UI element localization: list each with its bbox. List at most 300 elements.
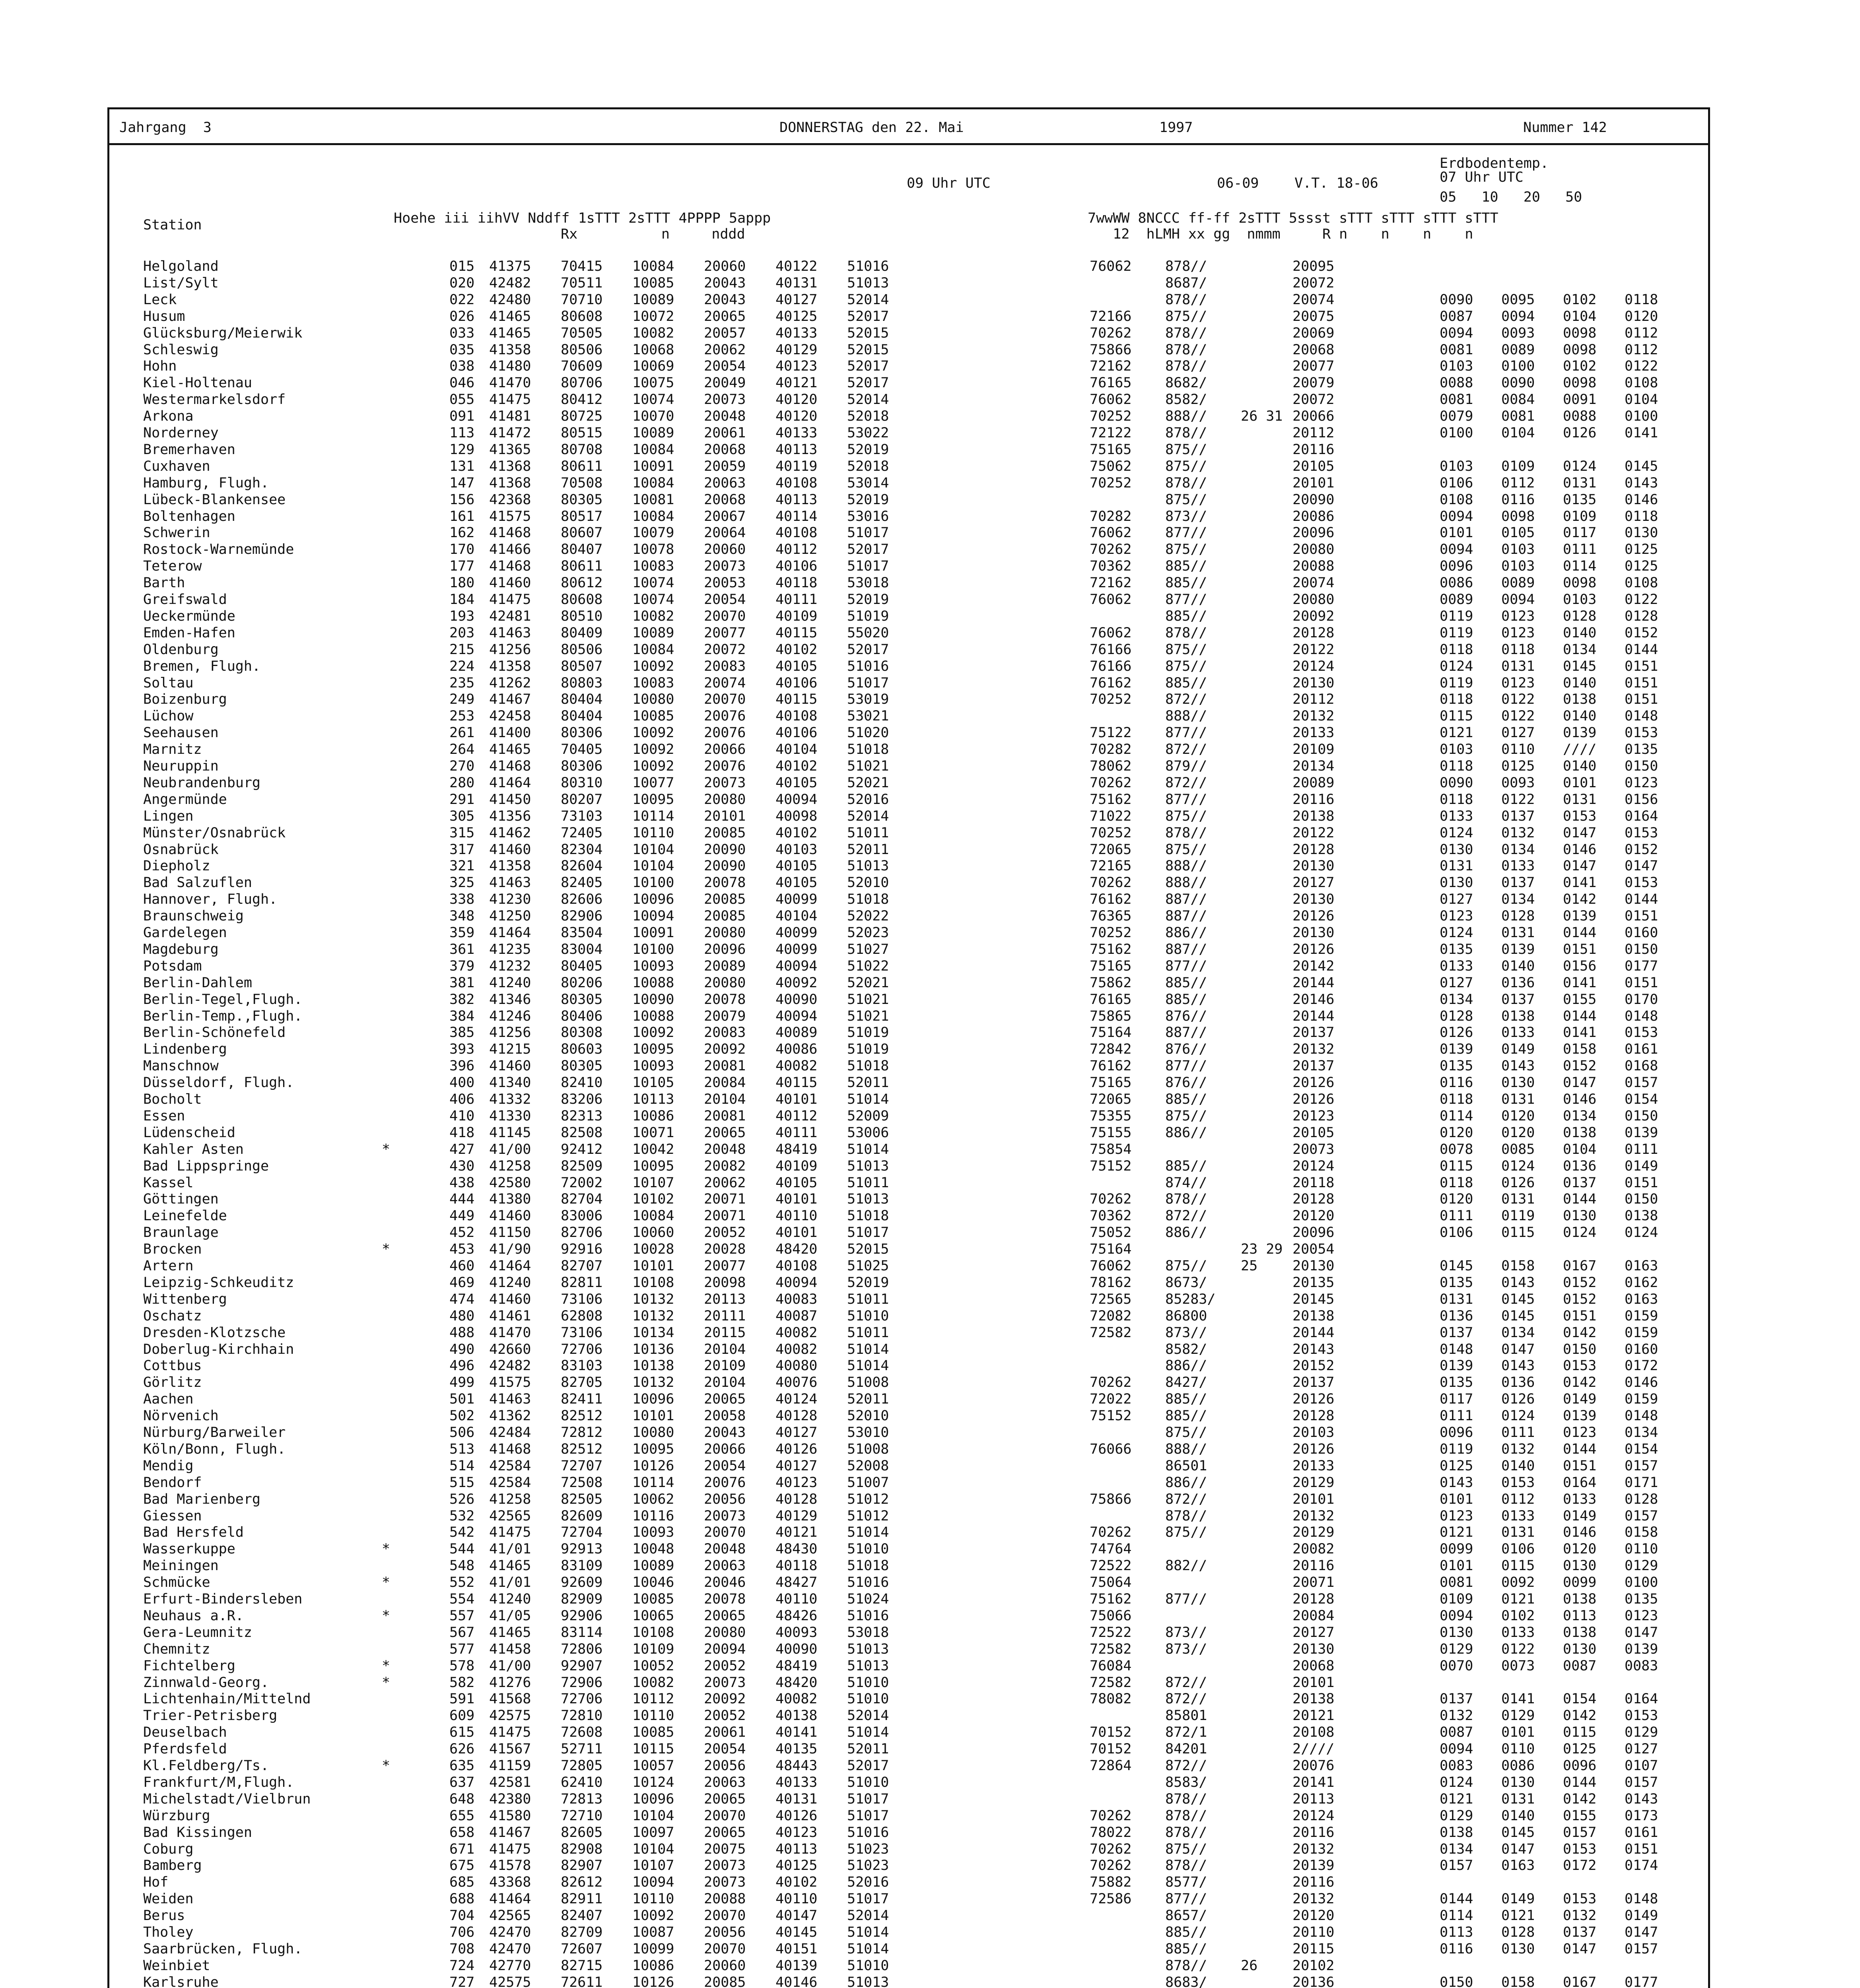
cell-p5: 51018 xyxy=(847,891,889,908)
cell-e20: 0167 xyxy=(1563,1974,1597,1988)
cell-e20: 0141 xyxy=(1563,875,1597,891)
cell-s1: 10084 xyxy=(632,508,674,524)
cell-e10: 0149 xyxy=(1501,1891,1535,1907)
cell-p4: 40092 xyxy=(775,975,818,991)
cell-nddff: 80207 xyxy=(561,791,603,808)
cell-iihVV: 41465 xyxy=(489,325,531,341)
cell-e20: 0101 xyxy=(1563,775,1597,791)
cell-e10: 0137 xyxy=(1501,991,1535,1008)
cell-p5: 52019 xyxy=(847,1274,889,1291)
cell-p5: 51014 xyxy=(847,1358,889,1374)
cell-e05: 0081 xyxy=(1440,342,1473,358)
cell-e20: 0140 xyxy=(1563,675,1597,691)
cell-iii: 026 xyxy=(449,308,475,324)
cell-ncc: 877// xyxy=(1165,1891,1207,1907)
cell-iihVV: 41475 xyxy=(489,1724,531,1741)
cell-e05: 0090 xyxy=(1440,775,1473,791)
cell-s1: 10088 xyxy=(632,1008,674,1024)
cell-iihVV: 42580 xyxy=(489,1175,531,1191)
cell-s1: 10080 xyxy=(632,1425,674,1441)
cell-nddff: 92916 xyxy=(561,1241,603,1258)
cell-ncc: 885// xyxy=(1165,558,1207,575)
cell-e20: 0147 xyxy=(1563,858,1597,874)
cell-iii: 035 xyxy=(449,342,475,358)
cell-e20: 0167 xyxy=(1563,1258,1597,1274)
cell-nddff: 72906 xyxy=(561,1674,603,1691)
cell-station: Bad Lippspringe xyxy=(143,1158,269,1174)
cell-t2: 20143 xyxy=(1292,1341,1335,1357)
cell-station: Wittenberg xyxy=(143,1291,227,1307)
cell-e20: //// xyxy=(1563,742,1597,758)
cell-station: Deuselbach xyxy=(143,1724,227,1741)
cell-ww: 75862 xyxy=(1090,975,1132,991)
cell-iii: 381 xyxy=(449,975,475,991)
cell-s1: 10079 xyxy=(632,525,674,541)
cell-e50: 0151 xyxy=(1625,1841,1658,1857)
cell-e05: 0101 xyxy=(1440,525,1473,541)
cell-station: Boltenhagen xyxy=(143,508,235,524)
cell-e20: 0125 xyxy=(1563,1741,1597,1757)
cell-e50: 0125 xyxy=(1625,542,1658,558)
cell-station: Leck xyxy=(143,291,177,308)
cell-nddff: 82313 xyxy=(561,1108,603,1124)
cell-station: Schmücke xyxy=(143,1574,210,1591)
cell-e50: 0147 xyxy=(1625,1624,1658,1640)
cell-iihVV: 41159 xyxy=(489,1758,531,1774)
cell-p4: 40102 xyxy=(775,641,818,658)
cell-e20: 0142 xyxy=(1563,1791,1597,1807)
cell-p4: 40135 xyxy=(775,1741,818,1757)
cell-p5: 51016 xyxy=(847,1824,889,1840)
cell-e20: 0144 xyxy=(1563,1774,1597,1790)
cell-ww: 75062 xyxy=(1090,458,1132,474)
cell-nddff: 82911 xyxy=(561,1891,603,1907)
cell-nddff: 92609 xyxy=(561,1574,603,1591)
cell-s1: 10101 xyxy=(632,1408,674,1424)
cell-s2: 20104 xyxy=(704,1341,746,1357)
cell-iihVV: 42484 xyxy=(489,1425,531,1441)
cell-nddff: 80409 xyxy=(561,625,603,641)
cell-e10: 0134 xyxy=(1501,891,1535,908)
cell-e50: 0154 xyxy=(1625,1091,1658,1107)
cell-s2: 20109 xyxy=(704,1358,746,1374)
cell-ncc: 878// xyxy=(1165,258,1207,274)
cell-ww: 76162 xyxy=(1090,675,1132,691)
cell-iii: 382 xyxy=(449,991,475,1008)
cell-e20: 0114 xyxy=(1563,558,1597,575)
cell-e05: 0157 xyxy=(1440,1858,1473,1874)
cell-iii: 609 xyxy=(449,1708,475,1724)
cell-p4: 40125 xyxy=(775,308,818,324)
cell-iii: 501 xyxy=(449,1391,475,1408)
cell-p4: 40128 xyxy=(775,1491,818,1507)
cell-s2: 20085 xyxy=(704,891,746,908)
cell-ncc: 8427/ xyxy=(1165,1375,1207,1391)
cell-s2: 20043 xyxy=(704,1425,746,1441)
cell-p4: 40127 xyxy=(775,1425,818,1441)
cell-s1: 10107 xyxy=(632,1858,674,1874)
cell-e20: 0096 xyxy=(1563,1758,1597,1774)
cell-e10: 0130 xyxy=(1501,1941,1535,1957)
cell-p4: 40120 xyxy=(775,408,818,425)
cell-s2: 20076 xyxy=(704,1474,746,1491)
cell-s1: 10042 xyxy=(632,1141,674,1157)
cell-e10: 0092 xyxy=(1501,1574,1535,1591)
cell-s1: 10104 xyxy=(632,1807,674,1824)
cell-p5: 51014 xyxy=(847,1091,889,1107)
cell-e05: 0128 xyxy=(1440,1008,1473,1024)
cell-ncc: 875// xyxy=(1165,808,1207,824)
cell-iihVV: 42660 xyxy=(489,1341,531,1357)
cell-e05: 0132 xyxy=(1440,1708,1473,1724)
cell-ncc: 878// xyxy=(1165,1858,1207,1874)
cell-e10: 0139 xyxy=(1501,941,1535,957)
cell-t2: 20075 xyxy=(1292,308,1335,324)
cell-ww: 70252 xyxy=(1090,475,1132,491)
cell-station: Teterow xyxy=(143,558,202,575)
cell-iii: 554 xyxy=(449,1591,475,1607)
cell-p4: 40129 xyxy=(775,342,818,358)
cell-iii: 325 xyxy=(449,875,475,891)
cell-ww: 75866 xyxy=(1090,342,1132,358)
cell-nddff: 82509 xyxy=(561,1158,603,1174)
cell-t2: 20116 xyxy=(1292,1824,1335,1840)
cell-iihVV: 41463 xyxy=(489,625,531,641)
cell-e20: 0152 xyxy=(1563,1058,1597,1074)
cell-ncc: 8687/ xyxy=(1165,275,1207,291)
cell-ncc: 877// xyxy=(1165,592,1207,608)
cell-p4: 40082 xyxy=(775,1324,818,1341)
cell-iii: 685 xyxy=(449,1874,475,1891)
cell-s1: 10094 xyxy=(632,908,674,924)
cell-e10: 0122 xyxy=(1501,708,1535,724)
cell-iihVV: 41466 xyxy=(489,542,531,558)
cell-e20: 0142 xyxy=(1563,1708,1597,1724)
cell-nddff: 82605 xyxy=(561,1824,603,1840)
cell-iihVV: 42368 xyxy=(489,491,531,508)
cell-p5: 52010 xyxy=(847,875,889,891)
cell-station: Lindenberg xyxy=(143,1041,227,1058)
cell-e05: 0096 xyxy=(1440,1425,1473,1441)
cell-s1: 10085 xyxy=(632,275,674,291)
cell-s2: 20076 xyxy=(704,708,746,724)
cell-s2: 20085 xyxy=(704,825,746,841)
cell-iihVV: 41481 xyxy=(489,408,531,425)
cell-iii: 020 xyxy=(449,275,475,291)
cell-t2: 20077 xyxy=(1292,358,1335,375)
cell-ww: 76162 xyxy=(1090,1058,1132,1074)
cell-e05: 0124 xyxy=(1440,925,1473,941)
cell-ncc: 872// xyxy=(1165,1491,1207,1507)
cell-station: Helgoland xyxy=(143,258,219,274)
cell-iii: 513 xyxy=(449,1441,475,1457)
cell-ncc: 873// xyxy=(1165,1324,1207,1341)
cell-p4: 40138 xyxy=(775,1708,818,1724)
cell-t2: 20101 xyxy=(1292,475,1335,491)
cell-p5: 51013 xyxy=(847,275,889,291)
cell-e10: 0153 xyxy=(1501,1474,1535,1491)
cell-e05: 0135 xyxy=(1440,1375,1473,1391)
cell-ncc: 8673/ xyxy=(1165,1274,1207,1291)
cell-e05: 0134 xyxy=(1440,991,1473,1008)
cell-e20: 0104 xyxy=(1563,1141,1597,1157)
cell-e05: 0118 xyxy=(1440,758,1473,774)
cell-e50: 0143 xyxy=(1625,475,1658,491)
cell-ncc: 872// xyxy=(1165,691,1207,708)
cell-iihVV: 41232 xyxy=(489,958,531,974)
cell-e05: 0129 xyxy=(1440,1807,1473,1824)
cell-ncc: 878// xyxy=(1165,291,1207,308)
cell-e50: 0122 xyxy=(1625,358,1658,375)
cell-e50: 0147 xyxy=(1625,1924,1658,1940)
cell-p4: 48427 xyxy=(775,1574,818,1591)
cell-nddff: 72806 xyxy=(561,1641,603,1657)
cell-iihVV: 41475 xyxy=(489,1524,531,1541)
cell-e05: 0134 xyxy=(1440,1841,1473,1857)
cell-e10: 0131 xyxy=(1501,1524,1535,1541)
cell-e20: 0151 xyxy=(1563,1308,1597,1324)
cell-t2: 20109 xyxy=(1292,742,1335,758)
cell-s1: 10104 xyxy=(632,841,674,858)
cell-iii: 675 xyxy=(449,1858,475,1874)
cell-e50: 0151 xyxy=(1625,908,1658,924)
cell-ncc: 885// xyxy=(1165,575,1207,591)
cell-e05: 0087 xyxy=(1440,1724,1473,1741)
cell-ww: 70362 xyxy=(1090,1208,1132,1224)
cell-iihVV: 41467 xyxy=(489,1824,531,1840)
cell-e10: 0147 xyxy=(1501,1341,1535,1357)
cell-p4: 40098 xyxy=(775,808,818,824)
cell-station: Erfurt-Bindersleben xyxy=(143,1591,303,1607)
cell-e20: 0164 xyxy=(1563,1474,1597,1491)
cell-ncc: 872/1 xyxy=(1165,1724,1207,1741)
cell-ww: 76162 xyxy=(1090,891,1132,908)
cell-ncc: 85801 xyxy=(1165,1708,1207,1724)
cell-s2: 20060 xyxy=(704,1957,746,1974)
cell-e10: 0086 xyxy=(1501,1758,1535,1774)
cell-ncc: 878// xyxy=(1165,625,1207,641)
cell-s1: 10085 xyxy=(632,708,674,724)
cell-e20: 0149 xyxy=(1563,1391,1597,1408)
cell-mark: * xyxy=(382,1241,391,1258)
cell-ncc: 872// xyxy=(1165,775,1207,791)
cell-station: Glücksburg/Meierwik xyxy=(143,325,303,341)
cell-t2: 20079 xyxy=(1292,375,1335,391)
cell-s2: 20073 xyxy=(704,775,746,791)
cell-e50: 0158 xyxy=(1625,1524,1658,1541)
cell-p5: 51017 xyxy=(847,1791,889,1807)
cell-s1: 10099 xyxy=(632,1941,674,1957)
cell-ww: 76365 xyxy=(1090,908,1132,924)
cell-p5: 53006 xyxy=(847,1124,889,1141)
cell-s2: 20052 xyxy=(704,1708,746,1724)
cell-iihVV: 41375 xyxy=(489,258,531,274)
cell-iihVV: 41468 xyxy=(489,525,531,541)
cell-ww: 76062 xyxy=(1090,392,1132,408)
cell-s2: 20060 xyxy=(704,542,746,558)
cell-station: Angermünde xyxy=(143,791,227,808)
cell-e20: 0155 xyxy=(1563,991,1597,1008)
cell-ww: 75882 xyxy=(1090,1874,1132,1891)
cell-e05: 0118 xyxy=(1440,691,1473,708)
cell-ncc: 872// xyxy=(1165,1674,1207,1691)
cell-ncc: 872// xyxy=(1165,1208,1207,1224)
cell-e50: 0128 xyxy=(1625,608,1658,624)
cell-e05: 0108 xyxy=(1440,491,1473,508)
cell-e05: 0123 xyxy=(1440,1508,1473,1524)
cell-iii: 406 xyxy=(449,1091,475,1107)
cell-nddff: 72706 xyxy=(561,1691,603,1707)
cell-iii: 361 xyxy=(449,941,475,957)
cell-station: Husum xyxy=(143,308,185,324)
cell-nddff: 80517 xyxy=(561,508,603,524)
cell-mark: * xyxy=(382,1607,391,1624)
cell-p5: 51008 xyxy=(847,1441,889,1457)
cell-station: Giessen xyxy=(143,1508,202,1524)
cell-e05: 0130 xyxy=(1440,875,1473,891)
cell-e10: 0095 xyxy=(1501,291,1535,308)
cell-e05: 0106 xyxy=(1440,1225,1473,1241)
cell-p5: 51019 xyxy=(847,1025,889,1041)
cell-p5: 51008 xyxy=(847,1375,889,1391)
cell-p4: 40125 xyxy=(775,1858,818,1874)
cell-e50: 0163 xyxy=(1625,1291,1658,1307)
cell-iii: 449 xyxy=(449,1208,475,1224)
cell-station: Potsdam xyxy=(143,958,202,974)
cell-ncc: 885// xyxy=(1165,675,1207,691)
cell-p5: 52014 xyxy=(847,1908,889,1924)
cell-s1: 10108 xyxy=(632,1274,674,1291)
cell-e50: 0128 xyxy=(1625,1491,1658,1507)
cell-p4: 40147 xyxy=(775,1908,818,1924)
cell-ww: 70152 xyxy=(1090,1724,1132,1741)
cell-p5: 52014 xyxy=(847,392,889,408)
cell-e50: 0146 xyxy=(1625,491,1658,508)
cell-s2: 20072 xyxy=(704,641,746,658)
cell-e10: 0143 xyxy=(1501,1274,1535,1291)
cell-t2: 20066 xyxy=(1292,408,1335,425)
cell-nddff: 70415 xyxy=(561,258,603,274)
cell-iihVV: 41/01 xyxy=(489,1541,531,1557)
cell-p4: 48420 xyxy=(775,1674,818,1691)
cell-t2: 20145 xyxy=(1292,1291,1335,1307)
cell-e50: 0107 xyxy=(1625,1758,1658,1774)
cell-e20: 0146 xyxy=(1563,1524,1597,1541)
cell-t2: 20101 xyxy=(1292,1491,1335,1507)
cell-station: Leinefelde xyxy=(143,1208,227,1224)
cell-station: Essen xyxy=(143,1108,185,1124)
cell-p4: 40106 xyxy=(775,725,818,741)
cell-station: Bad Kissingen xyxy=(143,1824,252,1840)
cell-s1: 10071 xyxy=(632,1124,674,1141)
cell-p5: 51014 xyxy=(847,1924,889,1940)
cell-iii: 671 xyxy=(449,1841,475,1857)
cell-mark: * xyxy=(382,1574,391,1591)
cell-e50: 0174 xyxy=(1625,1858,1658,1874)
cell-e05: 0139 xyxy=(1440,1041,1473,1058)
cell-nddff: 83206 xyxy=(561,1091,603,1107)
cell-iihVV: 41240 xyxy=(489,975,531,991)
cell-t2: 20136 xyxy=(1292,1974,1335,1988)
cell-t2: 20128 xyxy=(1292,1591,1335,1607)
cell-s1: 10115 xyxy=(632,1741,674,1757)
cell-s1: 10072 xyxy=(632,308,674,324)
cell-p4: 40099 xyxy=(775,925,818,941)
cell-station: Bocholt xyxy=(143,1091,202,1107)
cell-p4: 40090 xyxy=(775,1641,818,1657)
cell-t2: 20134 xyxy=(1292,758,1335,774)
cell-e50: 0157 xyxy=(1625,1508,1658,1524)
cell-t2: 20132 xyxy=(1292,1508,1335,1524)
cell-e05: 0078 xyxy=(1440,1141,1473,1157)
cell-nddff: 80706 xyxy=(561,375,603,391)
cell-nddff: 82908 xyxy=(561,1841,603,1857)
cell-s2: 20067 xyxy=(704,508,746,524)
cell-t2: 20054 xyxy=(1292,1241,1335,1258)
cell-s2: 20028 xyxy=(704,1241,746,1258)
cell-ncc: 86800 xyxy=(1165,1308,1207,1324)
cell-p4: 40110 xyxy=(775,1208,818,1224)
cell-e05: 0144 xyxy=(1440,1891,1473,1907)
cell-station: Bremen, Flugh. xyxy=(143,658,261,674)
cell-s2: 20075 xyxy=(704,1841,746,1857)
cell-iihVV: 41246 xyxy=(489,1008,531,1024)
cell-mark: * xyxy=(382,1758,391,1774)
cell-e50: 0173 xyxy=(1625,1807,1658,1824)
cell-p5: 52011 xyxy=(847,1741,889,1757)
cell-p4: 40115 xyxy=(775,1075,818,1091)
cell-s1: 10069 xyxy=(632,358,674,375)
cell-ncc: 882// xyxy=(1165,1558,1207,1574)
cell-e20: 0156 xyxy=(1563,958,1597,974)
cell-t2: 20144 xyxy=(1292,1324,1335,1341)
cell-s2: 20070 xyxy=(704,1941,746,1957)
cell-e50: 0157 xyxy=(1625,1774,1658,1790)
cell-s1: 10081 xyxy=(632,491,674,508)
cell-iii: 410 xyxy=(449,1108,475,1124)
cell-s1: 10082 xyxy=(632,608,674,624)
cell-s1: 10075 xyxy=(632,375,674,391)
cell-s1: 10100 xyxy=(632,875,674,891)
cell-ncc: 8582/ xyxy=(1165,392,1207,408)
cell-nddff: 82604 xyxy=(561,858,603,874)
cell-station: Schwerin xyxy=(143,525,210,541)
cell-iihVV: 41/01 xyxy=(489,1574,531,1591)
cell-iii: 131 xyxy=(449,458,475,474)
cell-e05: 0120 xyxy=(1440,1191,1473,1208)
cell-t2: 20082 xyxy=(1292,1541,1335,1557)
cell-e50: 0161 xyxy=(1625,1824,1658,1840)
cell-iii: 724 xyxy=(449,1957,475,1974)
cell-t2: 20103 xyxy=(1292,1425,1335,1441)
cell-p5: 51023 xyxy=(847,1841,889,1857)
cell-e10: 0093 xyxy=(1501,325,1535,341)
cell-p5: 51011 xyxy=(847,825,889,841)
cell-p5: 52019 xyxy=(847,441,889,458)
cell-t2: 20072 xyxy=(1292,392,1335,408)
cell-t2: 20132 xyxy=(1292,708,1335,724)
cell-station: Gardelegen xyxy=(143,925,227,941)
cell-e50: 0130 xyxy=(1625,525,1658,541)
cell-s2: 20070 xyxy=(704,608,746,624)
cell-ww: 75355 xyxy=(1090,1108,1132,1124)
cell-ww: 72522 xyxy=(1090,1558,1132,1574)
cell-s2: 20080 xyxy=(704,925,746,941)
cell-e10: 0163 xyxy=(1501,1858,1535,1874)
cell-nddff: 82606 xyxy=(561,891,603,908)
cell-e05: 0127 xyxy=(1440,975,1473,991)
cell-t2: 20084 xyxy=(1292,1607,1335,1624)
